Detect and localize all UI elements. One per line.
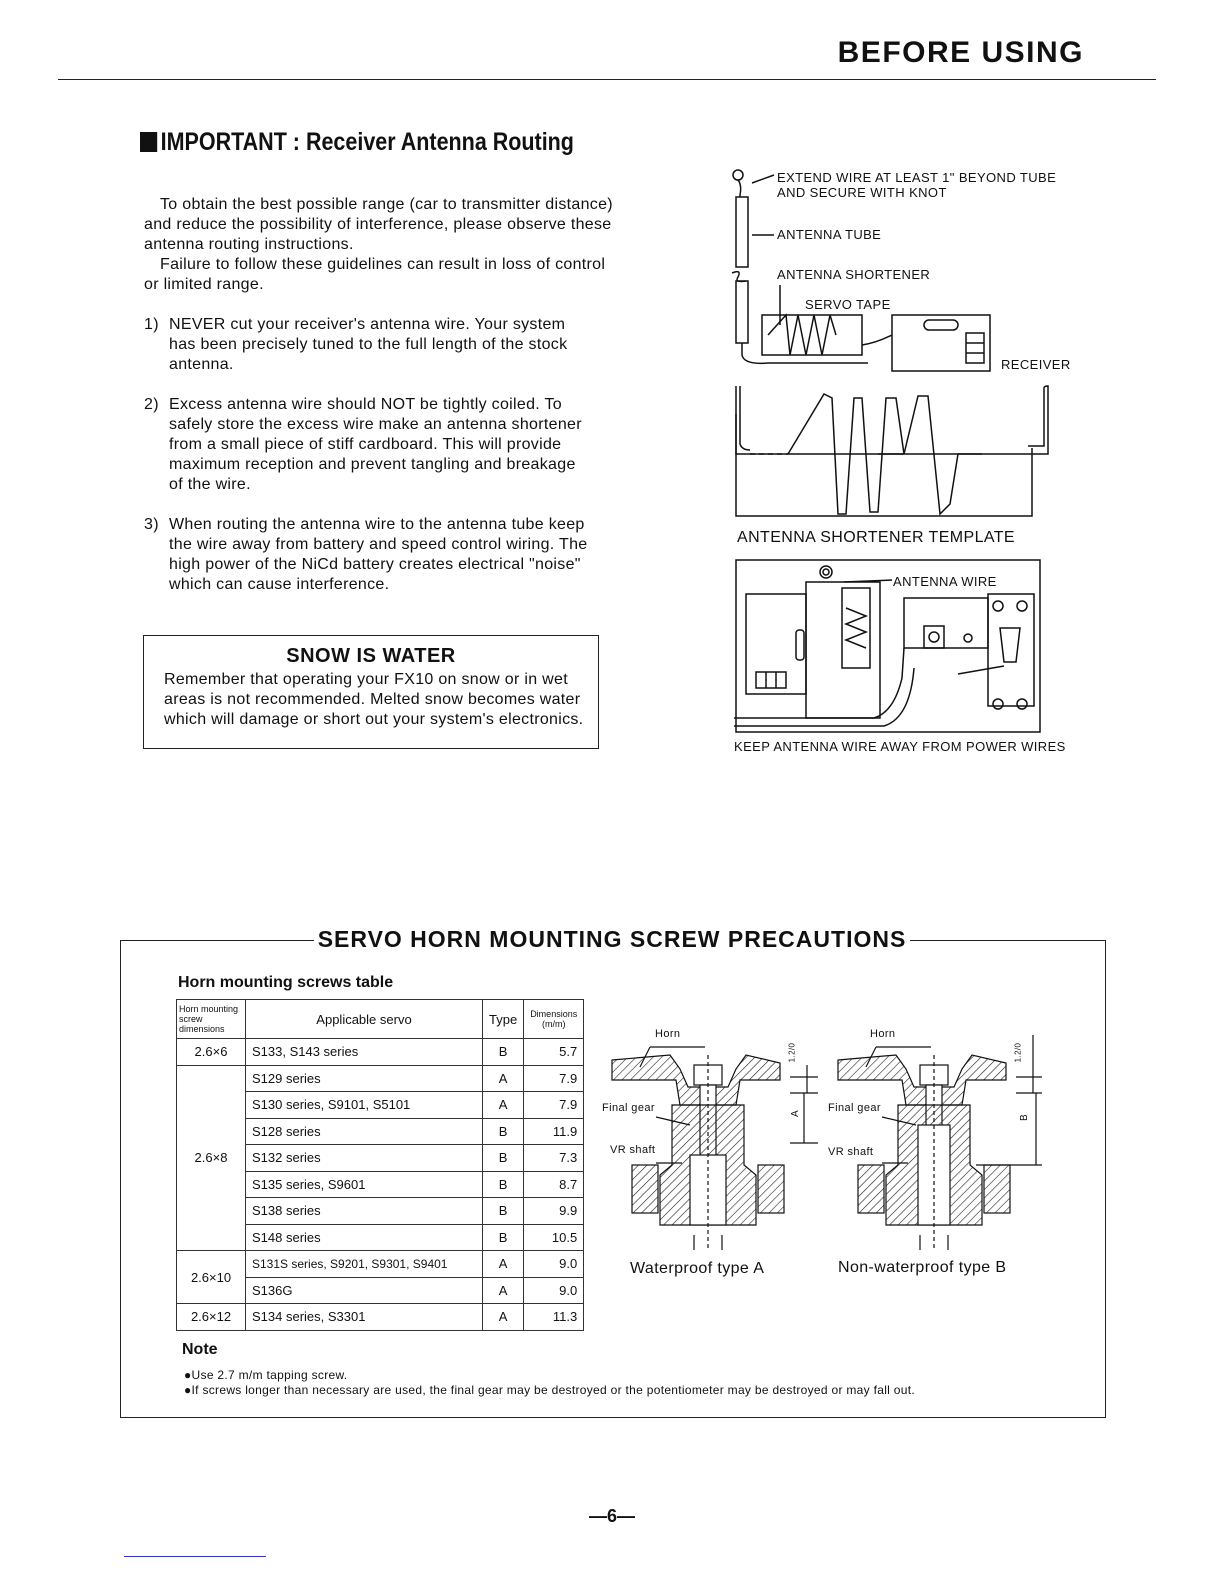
group-size: 2.6×6 bbox=[177, 1039, 246, 1066]
label-antenna-tube: ANTENNA TUBE bbox=[777, 227, 882, 242]
header-dimensions: Horn mounting screw dimensions bbox=[177, 1000, 246, 1039]
page-header-title: BEFORE USING bbox=[837, 36, 1084, 69]
type-cell: B bbox=[483, 1039, 524, 1066]
label-final-gear-b: Final gear bbox=[828, 1102, 881, 1114]
mm-cell: 11.9 bbox=[524, 1118, 584, 1145]
note-title: Note bbox=[182, 1341, 218, 1358]
servo-section-title: SERVO HORN MOUNTING SCREW PRECAUTIONS bbox=[0, 926, 1224, 953]
instruction-item bbox=[144, 395, 594, 495]
mm-cell: 8.7 bbox=[524, 1171, 584, 1198]
mm-cell: 9.0 bbox=[524, 1251, 584, 1278]
servo-cell: S134 series, S3301 bbox=[246, 1304, 483, 1331]
type-cell: B bbox=[483, 1145, 524, 1172]
label-vr-shaft-a: VR shaft bbox=[610, 1144, 656, 1156]
mm-cell: 5.7 bbox=[524, 1039, 584, 1066]
type-cell: A bbox=[483, 1092, 524, 1119]
servo-cell: S136G bbox=[246, 1277, 483, 1304]
mm-cell: 9.9 bbox=[524, 1198, 584, 1225]
caption-waterproof: Waterproof type A bbox=[630, 1260, 765, 1277]
header-type: Type bbox=[483, 1000, 524, 1039]
page-number: —6— bbox=[588, 1506, 635, 1526]
power-wire-diagram bbox=[734, 558, 1044, 736]
label-final-gear-a: Final gear bbox=[602, 1102, 655, 1114]
type-cell: A bbox=[483, 1251, 524, 1278]
type-cell: B bbox=[483, 1198, 524, 1225]
item-number: 3) bbox=[144, 516, 159, 533]
intro-text bbox=[144, 195, 614, 295]
header-mm: Dimensions (m/m) bbox=[524, 1000, 584, 1039]
mm-cell: 9.0 bbox=[524, 1277, 584, 1304]
label-tolerance-b: 1.2/0 bbox=[1013, 1042, 1023, 1063]
servo-cell: S131S series, S9201, S9301, S9401 bbox=[246, 1251, 483, 1278]
shortener-template-diagram bbox=[728, 384, 1058, 520]
label-servo-tape: SERVO TAPE bbox=[805, 297, 891, 312]
mm-cell: 10.5 bbox=[524, 1224, 584, 1251]
horn-screws-table bbox=[176, 999, 584, 1331]
type-cell: B bbox=[483, 1224, 524, 1251]
note-item: ●Use 2.7 m/m tapping screw. bbox=[184, 1368, 348, 1382]
type-cell: A bbox=[483, 1065, 524, 1092]
snow-warning-title: SNOW IS WATER bbox=[286, 645, 456, 667]
label-horn-b: Horn bbox=[870, 1028, 896, 1040]
power-wire-caption: KEEP ANTENNA WIRE AWAY FROM POWER WIRES bbox=[734, 739, 1066, 754]
section-title: IMPORTANT : Receiver Antenna Routing bbox=[140, 128, 574, 157]
item-text: Excess antenna wire should NOT be tightly coiled. To safely store the excess wire make an antenna shortener from a small piece of stiff cardboard. This will provide maximum reception and prevent tangling and breakage of the wire. bbox=[169, 396, 582, 493]
label-extend-wire: EXTEND WIRE AT LEAST 1" BEYOND TUBE bbox=[777, 170, 1057, 185]
group-size: 2.6×10 bbox=[177, 1251, 246, 1304]
label-vr-shaft-b: VR shaft bbox=[828, 1146, 874, 1158]
intro-paragraph: Failure to follow these guidelines can result in loss of control or limited range. bbox=[144, 256, 606, 293]
label-dim-a: A bbox=[790, 1109, 802, 1118]
table-header-row bbox=[177, 1000, 584, 1039]
header-rule bbox=[58, 79, 1156, 80]
horn-cross-section-diagrams bbox=[600, 1025, 1050, 1255]
note-item: ●If screws longer than necessary are used, the final gear may be destroyed or the potentiometer may be destroyed or may fall out. bbox=[184, 1383, 915, 1397]
servo-cell: S138 series bbox=[246, 1198, 483, 1225]
label-antenna-wire: ANTENNA WIRE bbox=[893, 574, 997, 589]
label-receiver: RECEIVER bbox=[1001, 357, 1071, 372]
item-text: When routing the antenna wire to the antenna tube keep the wire away from battery and speed control wiring. The high power of the NiCd battery creates electrical "noise" which can cause interference. bbox=[169, 516, 588, 593]
bullet-square-icon bbox=[140, 132, 157, 152]
instruction-item bbox=[144, 515, 594, 595]
servo-cell: S133, S143 series bbox=[246, 1039, 483, 1066]
servo-cell: S130 series, S9101, S5101 bbox=[246, 1092, 483, 1119]
servo-cell: S148 series bbox=[246, 1224, 483, 1251]
mm-cell: 7.9 bbox=[524, 1092, 584, 1119]
item-text: NEVER cut your receiver's antenna wire. Your system has been precisely tuned to the full length of the stock antenna. bbox=[169, 316, 568, 373]
label-antenna-shortener: ANTENNA SHORTENER bbox=[777, 267, 931, 282]
servo-cell: S129 series bbox=[246, 1065, 483, 1092]
label-horn-a: Horn bbox=[655, 1028, 681, 1040]
mm-cell: 11.3 bbox=[524, 1304, 584, 1331]
servo-cell: S128 series bbox=[246, 1118, 483, 1145]
snow-warning-text: Remember that operating your FX10 on snow or in wet areas is not recommended. Melted snow becomes water which will damage or short out your system's electronics. bbox=[164, 671, 584, 728]
table-row bbox=[177, 1251, 584, 1278]
label-dim-b: B bbox=[1019, 1113, 1031, 1122]
type-cell: B bbox=[483, 1118, 524, 1145]
type-cell: A bbox=[483, 1304, 524, 1331]
footer-line bbox=[124, 1556, 266, 1557]
header-servo: Applicable servo bbox=[246, 1000, 483, 1039]
type-cell: A bbox=[483, 1277, 524, 1304]
instruction-item bbox=[144, 315, 594, 375]
item-number: 1) bbox=[144, 316, 159, 333]
group-size: 2.6×12 bbox=[177, 1304, 246, 1331]
snow-warning-box bbox=[143, 635, 599, 749]
servo-cell: S135 series, S9601 bbox=[246, 1171, 483, 1198]
table-row bbox=[177, 1304, 584, 1331]
intro-paragraph: To obtain the best possible range (car to transmitter distance) and reduce the possibility of interference, please observe these antenna routing instructions. bbox=[144, 196, 613, 253]
mm-cell: 7.3 bbox=[524, 1145, 584, 1172]
table-row bbox=[177, 1065, 584, 1092]
mm-cell: 7.9 bbox=[524, 1065, 584, 1092]
item-number: 2) bbox=[144, 396, 159, 413]
table-heading: Horn mounting screws table bbox=[178, 974, 394, 991]
template-caption: ANTENNA SHORTENER TEMPLATE bbox=[737, 529, 1016, 546]
group-size: 2.6×8 bbox=[177, 1065, 246, 1251]
label-tolerance-a: 1.2/0 bbox=[787, 1042, 797, 1063]
table-row bbox=[177, 1039, 584, 1066]
caption-non-waterproof: Non-waterproof type B bbox=[838, 1259, 1007, 1276]
servo-cell: S132 series bbox=[246, 1145, 483, 1172]
label-secure-knot: AND SECURE WITH KNOT bbox=[777, 185, 947, 200]
type-cell: B bbox=[483, 1171, 524, 1198]
